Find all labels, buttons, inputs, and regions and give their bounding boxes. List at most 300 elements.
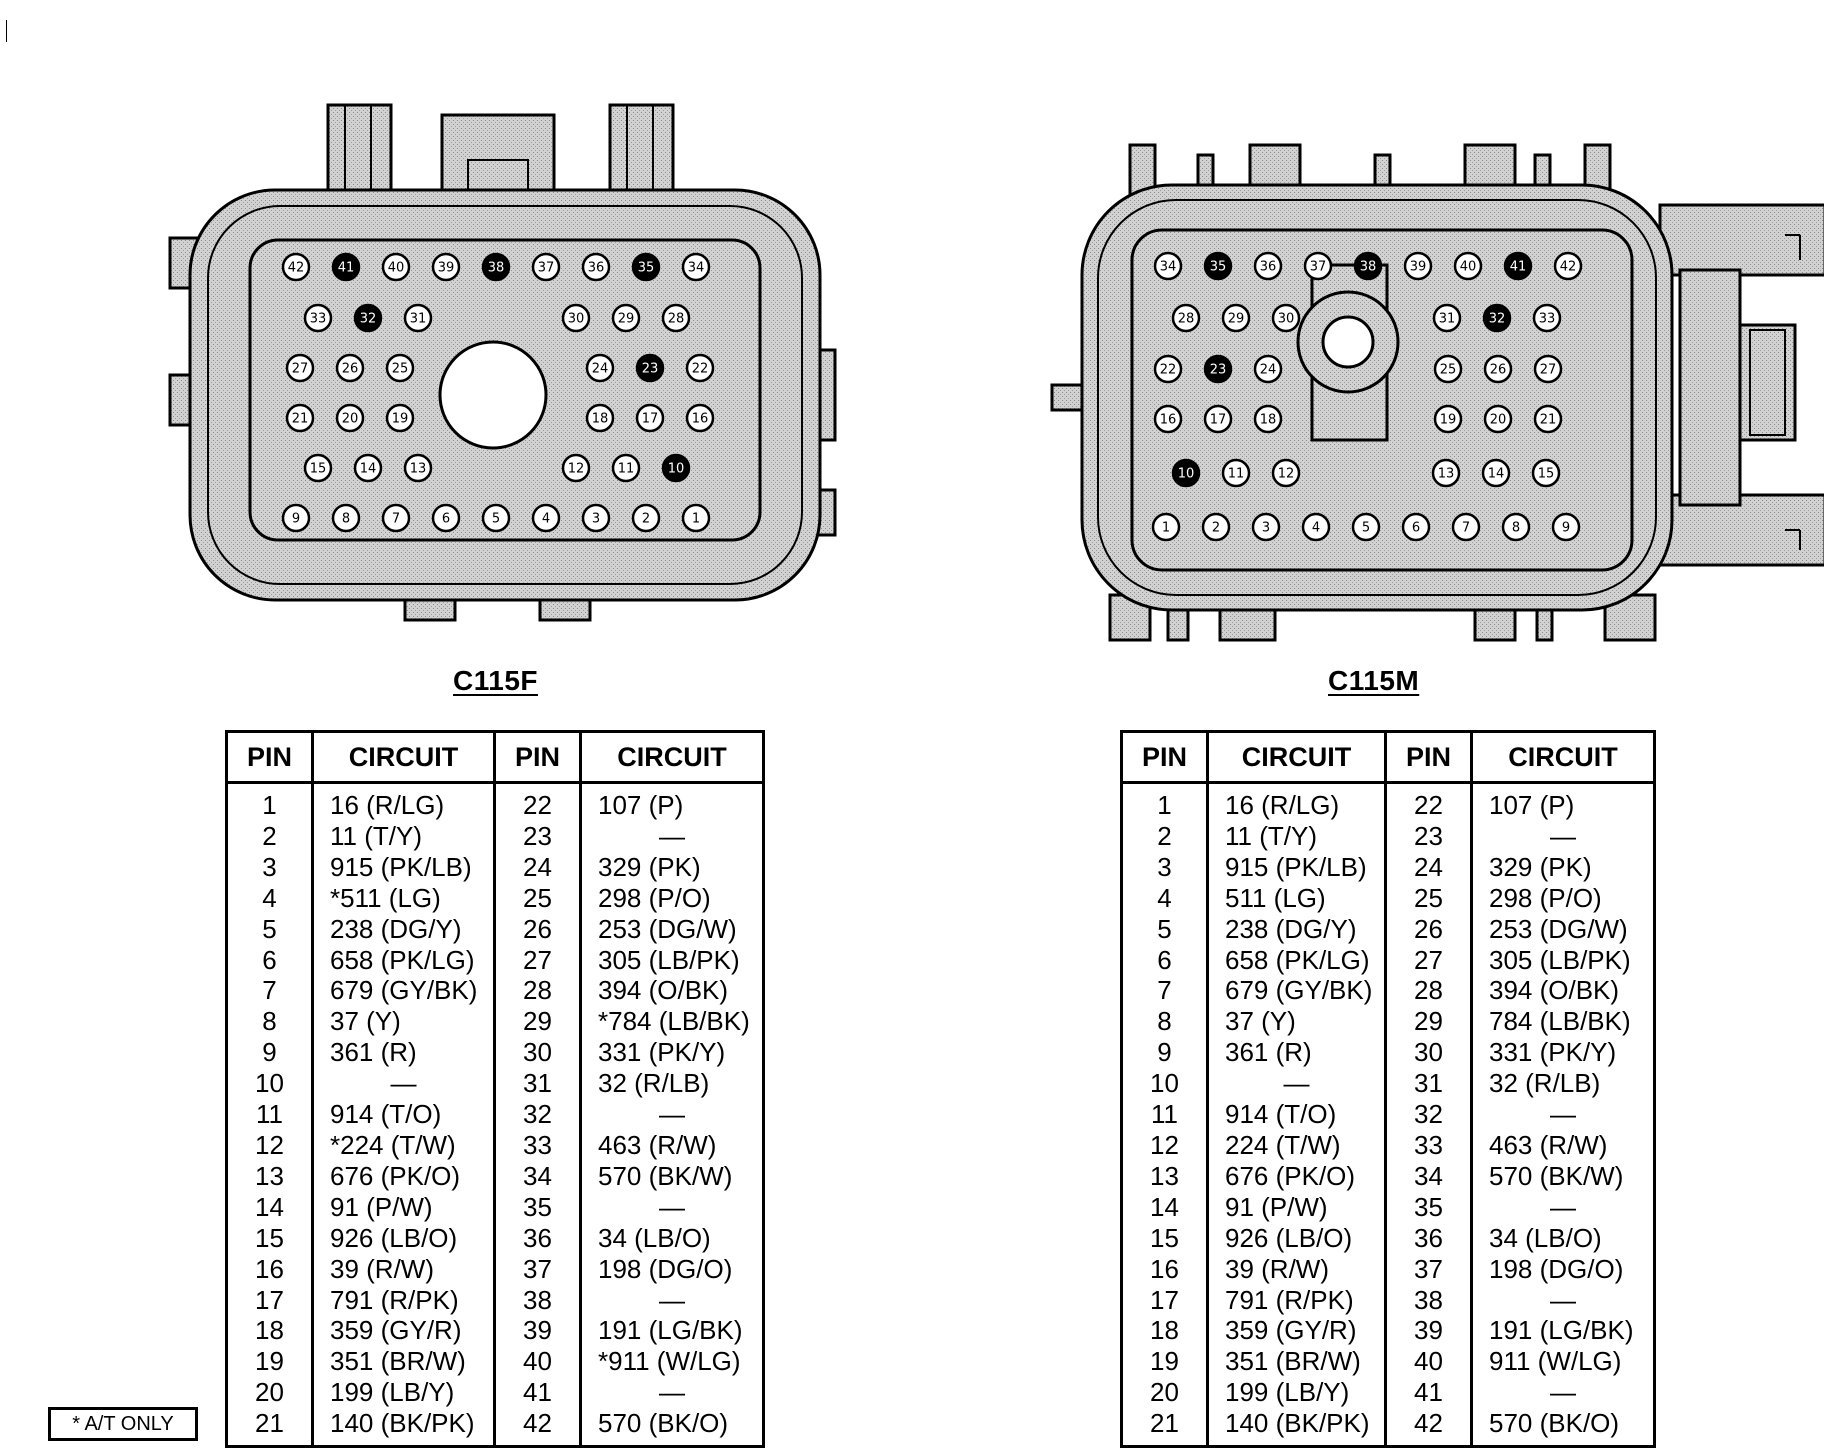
pin-number-cell: 12: [1122, 1130, 1208, 1161]
table-row: [227, 914, 764, 945]
circuit-cell: —: [1472, 1099, 1655, 1130]
footnote-at-only: * A/T ONLY: [48, 1407, 198, 1441]
table-row: [227, 975, 764, 1006]
pin-label: 32: [1488, 311, 1506, 327]
circuit-cell: 34 (LB/O): [1472, 1223, 1655, 1254]
column-header-circuit: CIRCUIT: [1472, 732, 1655, 783]
pin-label: 28: [667, 311, 685, 327]
circuit-cell: 570 (BK/O): [581, 1408, 764, 1446]
pin-number-cell: 31: [1386, 1068, 1472, 1099]
circuit-cell: 361 (R): [1208, 1037, 1386, 1068]
circuit-cell: 238 (DG/Y): [1208, 914, 1386, 945]
pin-label: 9: [291, 511, 301, 527]
pin-label: 5: [491, 511, 501, 527]
pin-number-cell: 18: [227, 1315, 313, 1346]
pin-label: 34: [687, 260, 705, 276]
pin-label: 22: [1159, 362, 1177, 378]
circuit-cell: 91 (P/W): [313, 1192, 495, 1223]
circuit-cell: 107 (P): [581, 783, 764, 821]
table-row: [1122, 1377, 1655, 1408]
pin-label: 6: [441, 511, 451, 527]
pin-label: 41: [1509, 259, 1527, 275]
pin: [1435, 356, 1461, 382]
pin: [1155, 356, 1181, 382]
circuit-cell: —: [313, 1068, 495, 1099]
pin: [1505, 253, 1531, 279]
pin-number-cell: 8: [227, 1006, 313, 1037]
pin: [1173, 460, 1199, 486]
pin-label: 31: [409, 311, 427, 327]
pin: [1205, 406, 1231, 432]
pin-number-cell: 28: [1386, 975, 1472, 1006]
pin-number-cell: 29: [495, 1006, 581, 1037]
pin: [1303, 514, 1329, 540]
pin-number-cell: 14: [227, 1192, 313, 1223]
pin-number-cell: 16: [227, 1254, 313, 1285]
table-row: [227, 1285, 764, 1316]
pin-label: 33: [309, 311, 327, 327]
pin-number-cell: 25: [495, 883, 581, 914]
circuit-cell: 253 (DG/W): [1472, 914, 1655, 945]
pin-label: 35: [637, 260, 655, 276]
circuit-cell: 511 (LG): [1208, 883, 1386, 914]
table-row: [1122, 975, 1655, 1006]
pin: [1223, 460, 1249, 486]
circuit-cell: 32 (R/LB): [1472, 1068, 1655, 1099]
circuit-cell: 791 (R/PK): [1208, 1285, 1386, 1316]
pin-label: 42: [1559, 259, 1577, 275]
circuit-cell: 305 (LB/PK): [1472, 945, 1655, 976]
pin-label: 9: [1561, 520, 1571, 536]
table-row: [1122, 1192, 1655, 1223]
pin-label: 12: [1277, 466, 1295, 482]
pin-number-cell: 27: [495, 945, 581, 976]
table-row: [227, 852, 764, 883]
pin: [1305, 253, 1331, 279]
pin: [1485, 356, 1511, 382]
table-row: [227, 945, 764, 976]
circuit-cell: 926 (LB/O): [1208, 1223, 1386, 1254]
pin: [583, 254, 609, 280]
pin-number-cell: 18: [1122, 1315, 1208, 1346]
circuit-cell: 140 (BK/PK): [1208, 1408, 1386, 1446]
pin: [1453, 514, 1479, 540]
circuit-cell: —: [1472, 821, 1655, 852]
table-row: [227, 1099, 764, 1130]
circuit-cell: 298 (P/O): [1472, 883, 1655, 914]
pin-number-cell: 19: [1122, 1346, 1208, 1377]
pin: [683, 254, 709, 280]
table-row: [227, 1037, 764, 1068]
pin: [583, 505, 609, 531]
pin: [1205, 356, 1231, 382]
pin-number-cell: 4: [227, 883, 313, 914]
circuit-cell: 191 (LG/BK): [1472, 1315, 1655, 1346]
pin-number-cell: 30: [495, 1037, 581, 1068]
pin-label: 30: [567, 311, 585, 327]
table-row: [227, 1223, 764, 1254]
pin-label: 24: [1259, 362, 1277, 378]
pin: [355, 305, 381, 331]
table-row: [1122, 883, 1655, 914]
pin-label: 1: [691, 511, 701, 527]
circuit-cell: 359 (GY/R): [313, 1315, 495, 1346]
pin: [613, 455, 639, 481]
circuit-cell: 926 (LB/O): [313, 1223, 495, 1254]
pin: [1255, 406, 1281, 432]
pin-label: 4: [1311, 520, 1321, 536]
table-body: [227, 783, 764, 1447]
pin: [563, 455, 589, 481]
pin-number-cell: 6: [1122, 945, 1208, 976]
pin-number-cell: 22: [1386, 783, 1472, 821]
circuit-cell: 298 (P/O): [581, 883, 764, 914]
pin-number-cell: 9: [1122, 1037, 1208, 1068]
pin-label: 38: [487, 260, 505, 276]
circuit-cell: —: [1472, 1192, 1655, 1223]
table-header-row: [1122, 732, 1655, 783]
pin: [637, 405, 663, 431]
pin-number-cell: 10: [227, 1068, 313, 1099]
table-row: [1122, 1037, 1655, 1068]
column-header-circuit: CIRCUIT: [581, 732, 764, 783]
pin-number-cell: 39: [1386, 1315, 1472, 1346]
pin-label: 16: [691, 411, 709, 427]
circuit-cell: 16 (R/LG): [1208, 783, 1386, 821]
pin-number-cell: 42: [495, 1408, 581, 1446]
pin: [1223, 305, 1249, 331]
pin-label: 32: [359, 311, 377, 327]
pin: [1255, 253, 1281, 279]
pin-label: 21: [291, 411, 309, 427]
table-row: [227, 1192, 764, 1223]
circuit-cell: *511 (LG): [313, 883, 495, 914]
pin: [305, 455, 331, 481]
pin-label: 30: [1277, 311, 1295, 327]
pin: [1255, 356, 1281, 382]
circuit-cell: 914 (T/O): [1208, 1099, 1386, 1130]
circuit-cell: 224 (T/W): [1208, 1130, 1386, 1161]
pin: [387, 405, 413, 431]
pin-label: 39: [437, 260, 455, 276]
circuit-cell: 191 (LG/BK): [581, 1315, 764, 1346]
pin-number-cell: 1: [227, 783, 313, 821]
circuit-cell: 39 (R/W): [313, 1254, 495, 1285]
pin: [1433, 460, 1459, 486]
pin: [1455, 253, 1481, 279]
pin-number-cell: 23: [495, 821, 581, 852]
circuit-cell: 329 (PK): [581, 852, 764, 883]
pin-number-cell: 16: [1122, 1254, 1208, 1285]
circuit-cell: 915 (PK/LB): [1208, 852, 1386, 883]
pin-label: 31: [1438, 311, 1456, 327]
table-row: [227, 1254, 764, 1285]
pin: [333, 505, 359, 531]
pin-label: 37: [1309, 259, 1327, 275]
pin-number-cell: 8: [1122, 1006, 1208, 1037]
circuit-cell: 394 (O/BK): [581, 975, 764, 1006]
circuit-cell: 679 (GY/BK): [1208, 975, 1386, 1006]
pin-label: 37: [537, 260, 555, 276]
pin-number-cell: 31: [495, 1068, 581, 1099]
circuit-cell: 394 (O/BK): [1472, 975, 1655, 1006]
circuit-cell: 198 (DG/O): [581, 1254, 764, 1285]
pin-label: 40: [387, 260, 405, 276]
pin-label: 29: [617, 311, 635, 327]
circuit-cell: —: [1472, 1377, 1655, 1408]
pin-number-cell: 2: [1122, 821, 1208, 852]
pin: [283, 254, 309, 280]
pin-number-cell: 5: [227, 914, 313, 945]
pin-number-cell: 7: [227, 975, 313, 1006]
pin-number-cell: 7: [1122, 975, 1208, 1006]
circuit-cell: 359 (GY/R): [1208, 1315, 1386, 1346]
circuit-cell: 361 (R): [313, 1037, 495, 1068]
circuit-cell: 329 (PK): [1472, 852, 1655, 883]
pin-label: 19: [1439, 412, 1457, 428]
pin-label: 36: [587, 260, 605, 276]
table-row: [1122, 1285, 1655, 1316]
pin-number-cell: 15: [1122, 1223, 1208, 1254]
table-row: [1122, 821, 1655, 852]
pin: [287, 355, 313, 381]
edge-mark: [6, 20, 7, 42]
pin: [1403, 514, 1429, 540]
pin-label: 2: [641, 511, 651, 527]
pin: [1483, 460, 1509, 486]
pin-number-cell: 5: [1122, 914, 1208, 945]
pin-number-cell: 37: [1386, 1254, 1472, 1285]
pin-number-cell: 23: [1386, 821, 1472, 852]
pin-number-cell: 6: [227, 945, 313, 976]
circuit-cell: 570 (BK/W): [581, 1161, 764, 1192]
pin-label: 10: [667, 461, 685, 477]
circuit-cell: 11 (T/Y): [1208, 821, 1386, 852]
table-row: [1122, 1223, 1655, 1254]
circuit-cell: 351 (BR/W): [313, 1346, 495, 1377]
circuit-cell: —: [581, 1192, 764, 1223]
circuit-cell: 679 (GY/BK): [313, 975, 495, 1006]
pin-number-cell: 25: [1386, 883, 1472, 914]
table-row: [1122, 1006, 1655, 1037]
pin: [383, 254, 409, 280]
pin: [1535, 406, 1561, 432]
pin-label: 42: [287, 260, 305, 276]
pin: [283, 505, 309, 531]
connector-title-c115m: C115M: [1328, 665, 1420, 696]
table-row: [227, 783, 764, 821]
pin: [287, 405, 313, 431]
pin: [663, 455, 689, 481]
table-row: [227, 1068, 764, 1099]
pin-label: 21: [1539, 412, 1557, 428]
pin: [1273, 460, 1299, 486]
connector-c115m-drawing: [1050, 140, 1824, 650]
pin: [687, 355, 713, 381]
pin-label: 14: [359, 461, 377, 477]
pin-number-cell: 38: [1386, 1285, 1472, 1316]
pin: [613, 305, 639, 331]
pin-label: 39: [1409, 259, 1427, 275]
pin-label: 24: [591, 361, 609, 377]
circuit-cell: 11 (T/Y): [313, 821, 495, 852]
table-header-row: [227, 732, 764, 783]
pin-number-cell: 11: [227, 1099, 313, 1130]
pin-label: 11: [1227, 466, 1245, 482]
pin-label: 17: [641, 411, 659, 427]
table-row: [1122, 1068, 1655, 1099]
pin-number-cell: 21: [1122, 1408, 1208, 1446]
pin: [1534, 305, 1560, 331]
circuit-cell: —: [581, 821, 764, 852]
pin: [633, 254, 659, 280]
pin-number-cell: 26: [495, 914, 581, 945]
pin-label: 17: [1209, 412, 1227, 428]
table-row: [227, 1377, 764, 1408]
table-row: [1122, 783, 1655, 821]
table-row: [227, 1130, 764, 1161]
table-row: [227, 883, 764, 914]
table-row: [227, 1315, 764, 1346]
pin-number-cell: 36: [495, 1223, 581, 1254]
circuit-cell: 570 (BK/O): [1472, 1408, 1655, 1446]
pin-label: 14: [1487, 466, 1505, 482]
pin: [1173, 305, 1199, 331]
pin-label: 11: [617, 461, 635, 477]
circuit-cell: 676 (PK/O): [1208, 1161, 1386, 1192]
pin-label: 23: [1209, 362, 1227, 378]
pin-label: 20: [1489, 412, 1507, 428]
table-row: [1122, 914, 1655, 945]
pin-label: 33: [1538, 311, 1556, 327]
pin-number-cell: 20: [1122, 1377, 1208, 1408]
pin-label: 26: [341, 361, 359, 377]
pin: [683, 505, 709, 531]
pin-label: 38: [1359, 259, 1377, 275]
pin: [1405, 253, 1431, 279]
pin-number-cell: 10: [1122, 1068, 1208, 1099]
circuit-cell: 331 (PK/Y): [1472, 1037, 1655, 1068]
connector-title-c115f: C115F: [453, 665, 538, 696]
pin: [533, 254, 559, 280]
pin: [337, 405, 363, 431]
pin-label: 22: [691, 361, 709, 377]
pin-label: 13: [1437, 466, 1455, 482]
pin-number-cell: 17: [1122, 1285, 1208, 1316]
circuit-cell: —: [581, 1377, 764, 1408]
pin-number-cell: 4: [1122, 883, 1208, 914]
table-row: [227, 1006, 764, 1037]
pin: [1533, 460, 1559, 486]
pin-number-cell: 11: [1122, 1099, 1208, 1130]
table-row: [1122, 1346, 1655, 1377]
circuit-cell: 463 (R/W): [581, 1130, 764, 1161]
circuit-cell: 140 (BK/PK): [313, 1408, 495, 1446]
pin: [433, 254, 459, 280]
circuit-cell: —: [581, 1285, 764, 1316]
table-row: [1122, 1130, 1655, 1161]
pin: [1153, 514, 1179, 540]
pin-label: 34: [1159, 259, 1177, 275]
column-header-circuit: CIRCUIT: [1208, 732, 1386, 783]
table-row: [1122, 1161, 1655, 1192]
table-row: [1122, 1408, 1655, 1446]
pin-number-cell: 30: [1386, 1037, 1472, 1068]
pin-label: 18: [591, 411, 609, 427]
circuit-cell: 37 (Y): [1208, 1006, 1386, 1037]
circuit-cell: 34 (LB/O): [581, 1223, 764, 1254]
pin-label: 12: [567, 461, 585, 477]
pin-label: 27: [291, 361, 309, 377]
pin: [1535, 356, 1561, 382]
circuit-cell: —: [1208, 1068, 1386, 1099]
circuit-cell: 32 (R/LB): [581, 1068, 764, 1099]
circuit-cell: 238 (DG/Y): [313, 914, 495, 945]
pin-label: 41: [337, 260, 355, 276]
pin-label: 2: [1211, 520, 1221, 536]
pin: [587, 355, 613, 381]
pin-number-cell: 28: [495, 975, 581, 1006]
pin: [563, 305, 589, 331]
pin-number-cell: 29: [1386, 1006, 1472, 1037]
circuit-cell: 37 (Y): [313, 1006, 495, 1037]
pin: [305, 305, 331, 331]
circuit-cell: *911 (W/LG): [581, 1346, 764, 1377]
table-row: [1122, 1315, 1655, 1346]
circuit-cell: *224 (T/W): [313, 1130, 495, 1161]
circuit-cell: 658 (PK/LG): [1208, 945, 1386, 976]
circuit-cell: —: [1472, 1285, 1655, 1316]
pin: [1485, 406, 1511, 432]
table-row: [1122, 1254, 1655, 1285]
pin-number-cell: 41: [495, 1377, 581, 1408]
circuit-cell: 331 (PK/Y): [581, 1037, 764, 1068]
column-header-pin: PIN: [495, 732, 581, 783]
table-body: [1122, 783, 1655, 1447]
pin-number-cell: 40: [1386, 1346, 1472, 1377]
pin-number-cell: 22: [495, 783, 581, 821]
pin: [433, 505, 459, 531]
table-row: [1122, 852, 1655, 883]
pin-number-cell: 34: [1386, 1161, 1472, 1192]
pin-label: 36: [1259, 259, 1277, 275]
pin-label: 25: [1439, 362, 1457, 378]
pin-number-cell: 34: [495, 1161, 581, 1192]
pin: [1434, 305, 1460, 331]
pin-number-cell: 27: [1386, 945, 1472, 976]
pin-number-cell: 14: [1122, 1192, 1208, 1223]
pin-number-cell: 13: [1122, 1161, 1208, 1192]
circuit-cell: 351 (BR/W): [1208, 1346, 1386, 1377]
column-header-pin: PIN: [1122, 732, 1208, 783]
pin-label: 18: [1259, 412, 1277, 428]
circuit-cell: 91 (P/W): [1208, 1192, 1386, 1223]
pin: [637, 355, 663, 381]
pin: [533, 505, 559, 531]
pin-table-c115m: [1120, 730, 1656, 1448]
column-header-pin: PIN: [1386, 732, 1472, 783]
pin-label: 15: [1537, 466, 1555, 482]
pin: [1155, 253, 1181, 279]
pin: [1205, 253, 1231, 279]
circuit-cell: 911 (W/LG): [1472, 1346, 1655, 1377]
pin: [483, 505, 509, 531]
circuit-cell: 199 (LB/Y): [1208, 1377, 1386, 1408]
pin-number-cell: 12: [227, 1130, 313, 1161]
pin: [1484, 305, 1510, 331]
pin-number-cell: 20: [227, 1377, 313, 1408]
pin: [383, 505, 409, 531]
